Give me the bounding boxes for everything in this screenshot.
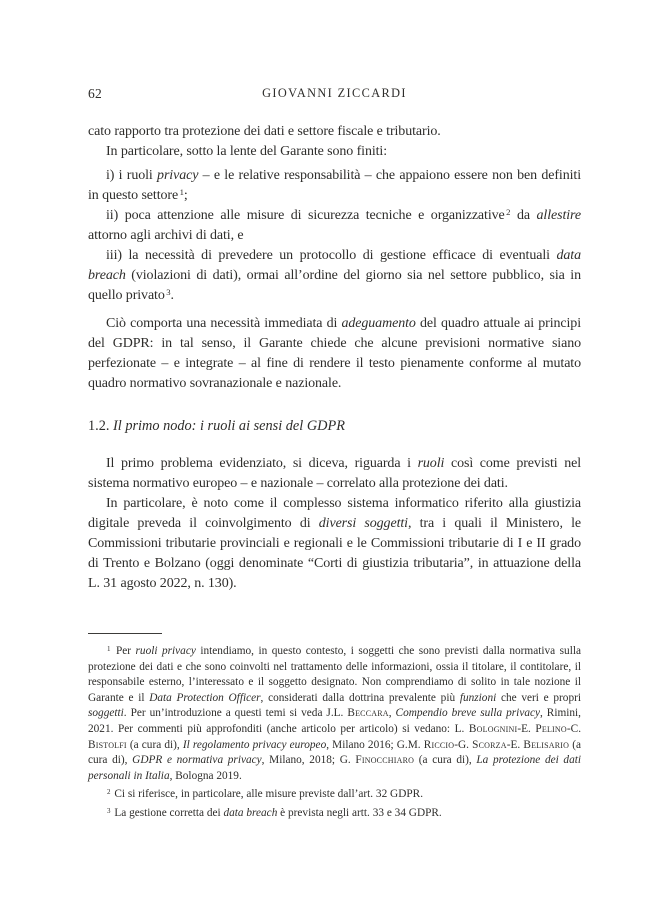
- paragraph: Ciò comporta una necessità immediata di adeguamento del quadro attuale ai principi del GDPR: in tal senso, il Garante chiede che alcune previsioni normative siano perfezionate – e integrate – al fine di rendere il testo pienamente conforme al mutato quadro normativo sovranazionale e nazionale.: [88, 316, 581, 391]
- list-item: ii) poca attenzione alle misure di sicurezza tecniche e organizzative $^2$ da allestire attorno agli archivi di dati, e: [88, 207, 581, 243]
- footnote-ref: 2: [506, 207, 511, 218]
- footnote-ref: 3: [166, 287, 171, 298]
- footnote: $^3$ La gestione corretta dei data breach è prevista negli artt. 33 e 34 GDPR.: [107, 806, 442, 819]
- footnote: $^1$ Per ruoli privacy intendiamo, in questo contesto, i soggetti che sono previsti dalla normativa sulla protezione dei dati e che sono coinvolti nel trattamento delle informazioni, ossia il titolare, il contitolare, il responsabile esterno, l’interessato e il soggetto designato. Non comprendiamo di solito in tale nozione il Garante e il Data Protection Officer, considerati dalla dottrina prevalente più funzioni che veri e propri soggetti. Per un’introduzione a questi temi si veda J.L. Beccara, Compendio breve sulla privacy, Rimini, 2021. Per commenti più approfonditi (anche articolo per articolo) si vedano: L. Bolognini-E. Pelino-C. Bistolfi (a cura di), Il regolamento privacy europeo, Milano 2016; G.M. Riccio-G. Scorza-E. Belisario (a cura di), GDPR e normativa privacy, Milano, 2018; G. Finocchiaro (a cura di), La protezione dei dati personali in Italia, Bologna 2019.: [88, 644, 582, 782]
- running-title: GIOVANNI ZICCARDI: [262, 86, 407, 100]
- paragraph: cato rapporto tra protezione dei dati e settore fiscale e tributario.: [88, 124, 441, 139]
- paragraph: In particolare, è noto come il complesso sistema informatico riferito alla giustizia digitale preveda il coinvolgimento di diversi soggetti, tra i quali il Ministero, le Commissioni tributarie provinciali e regionali e le Commissioni tributarie di I e II grado di Trento e Bolzano (oggi denominate “Corti di giustizia tributaria”, in attuazione della L. 31 agosto 2022, n. 130).: [88, 496, 581, 591]
- body-text: [88, 122, 581, 594]
- paragraph: In particolare, sotto la lente del Garante sono finiti:: [106, 144, 388, 159]
- footnote-ref: 1: [179, 187, 184, 198]
- list-item: i) i ruoli privacy – e le relative responsabilità – che appaiono essere non ben definiti in questo settore $^1$;: [88, 168, 581, 203]
- footnote: $^2$ Ci si riferisce, in particolare, alle misure previste dall’art. 32 GDPR.: [107, 788, 424, 801]
- section-heading: 1.2. Il primo nodo: i ruoli ai sensi del GDPR: [88, 418, 345, 434]
- footnote-ref: 3: [107, 806, 111, 815]
- list-item: iii) la necessità di prevedere un protocollo di gestione efficace di eventuali data breach (violazioni di dati), ormai all’ordine del giorno sia nel settore pubblico, sia in quello privato $^3$.: [88, 248, 581, 303]
- footnote-separator: [88, 633, 162, 634]
- footnote-ref: 1: [107, 644, 111, 653]
- footnotes-section: [88, 633, 581, 822]
- paragraph: Il primo problema evidenziato, si diceva, riguarda i ruoli così come previsti nel sistema normativo europeo – e nazionale – correlato alla protezione dei dati.: [88, 456, 581, 491]
- page-number: 62: [88, 86, 103, 101]
- footnote-ref: 2: [107, 788, 111, 797]
- page-header: [88, 86, 581, 102]
